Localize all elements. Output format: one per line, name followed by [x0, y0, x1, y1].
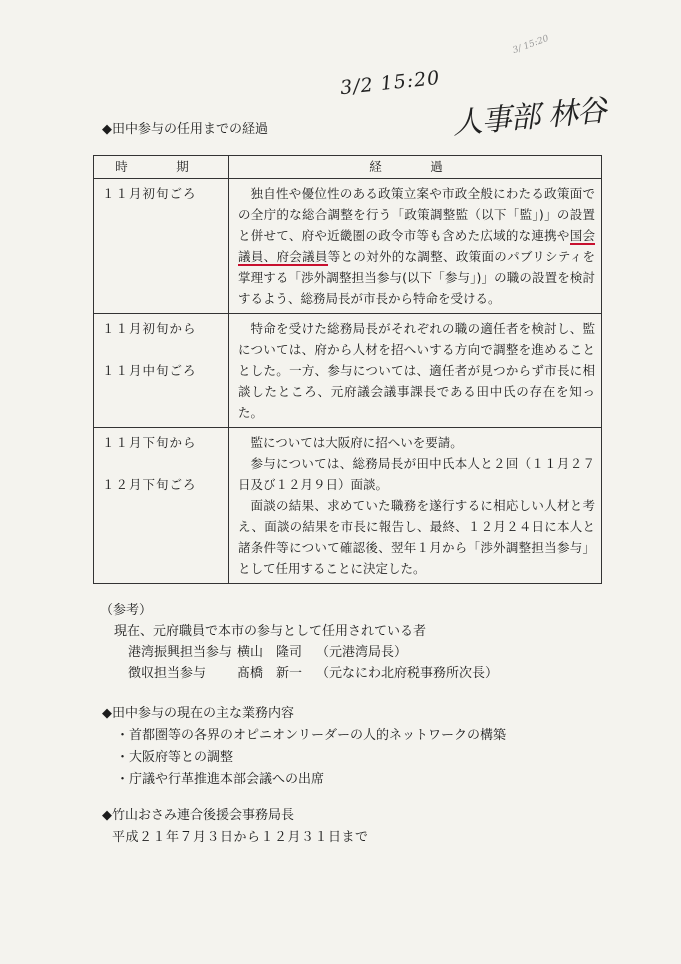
person-note: （元港湾局長） — [316, 645, 408, 660]
progress-cell — [229, 179, 602, 314]
list-item: ・庁議や行革推進本部会議への出席 — [116, 772, 325, 787]
person-note: （元なにわ北府税事務所次長） — [316, 666, 499, 681]
list-item: ・大阪府等との調整 — [116, 750, 234, 765]
handwritten-department-note: 人事部 林谷 — [451, 93, 608, 142]
period-cell — [94, 428, 229, 584]
column-header-progress: 経 過 — [229, 156, 602, 179]
support-period: 平成２１年７月３日から１２月３１日まで — [112, 830, 369, 845]
person-role: 徴収担当参与 — [128, 666, 207, 681]
person-name: 髙橋 新一 — [237, 666, 303, 681]
progress-text: 等との対外的な調整、政策面のパブリシティを掌理する「渉外調整担当参与(以下「参与」)」の職の設置を検討するよう、総務局長が市長から特命を受ける。 — [238, 249, 595, 306]
table-header-row — [94, 156, 602, 179]
period-label: １１月下旬から — [102, 435, 197, 450]
table-row — [94, 179, 602, 314]
period-cell — [94, 179, 229, 314]
reference-title: （参考） — [100, 603, 153, 618]
progress-cell — [229, 314, 602, 428]
period-label: １１月初旬ごろ — [102, 186, 197, 201]
support-association-section — [102, 805, 369, 849]
table-row — [94, 314, 602, 428]
reference-person-row — [100, 642, 498, 663]
progress-cell — [229, 428, 602, 584]
section-title-support-association: ◆竹山おさみ連合後援会事務局長 — [102, 808, 294, 823]
appointment-history-table — [93, 155, 602, 584]
period-label: １２月下旬ごろ — [102, 477, 197, 492]
progress-paragraph — [238, 183, 595, 309]
period-label: １１月中旬ごろ — [102, 363, 197, 378]
progress-paragraph: 監については大阪府に招へいを要請。 — [250, 435, 463, 450]
reference-person-row — [100, 663, 498, 684]
progress-paragraph: 面談の結果、求めていた職務を遂行するに相応しい人材と考え、面談の結果を市長に報告し、最終、１２月２４日に本人と諸条件等について確認後、翌年１月から「渉外調整担当参与」として任用することに決定した。 — [238, 498, 595, 576]
table-row — [94, 428, 602, 584]
person-role: 港湾振興担当参与 — [128, 645, 233, 660]
progress-paragraph: 特命を受けた総務局長がそれぞれの職の適任者を検討し、監については、府から人材を招へいする方向で調整を進めることとした。一方、参与については、適任者が見つからず市長に相談したところ、元府議会議事課長である田中氏の存在を知った。 — [238, 321, 595, 420]
reference-intro: 現在、元府職員で本市の参与として任用されている者 — [114, 624, 427, 639]
reference-block — [100, 600, 498, 684]
progress-paragraph: 参与については、総務局長が田中氏本人と２回（１１月２７日及び１２月９日）面談。 — [238, 456, 595, 492]
period-label: １１月初旬から — [102, 321, 197, 336]
section-title-current-duties: ◆田中参与の現在の主な業務内容 — [102, 706, 294, 721]
handwritten-date: 3/2 15:20 — [339, 66, 442, 100]
underlined-text: 国会議員、府会議員 — [238, 228, 595, 264]
person-name: 横山 隆司 — [237, 645, 303, 660]
handwritten-corner-note: 3/ 15:20 — [511, 33, 551, 57]
column-header-period: 時 期 — [94, 156, 229, 179]
list-item: ・首都圏等の各界のオピニオンリーダーの人的ネットワークの構築 — [116, 728, 507, 743]
period-cell — [94, 314, 229, 428]
current-duties-section — [102, 703, 506, 791]
section-title-appointment-history: ◆田中参与の任用までの経過 — [102, 122, 268, 137]
progress-text: 独自性や優位性のある政策立案や市政全般にわたる政策面での全庁的な総合調整を行う「政策調整監（以下「監」)」の設置と併せて、府や近畿圏の政令市等も含めた広域的な連携や — [238, 186, 595, 243]
